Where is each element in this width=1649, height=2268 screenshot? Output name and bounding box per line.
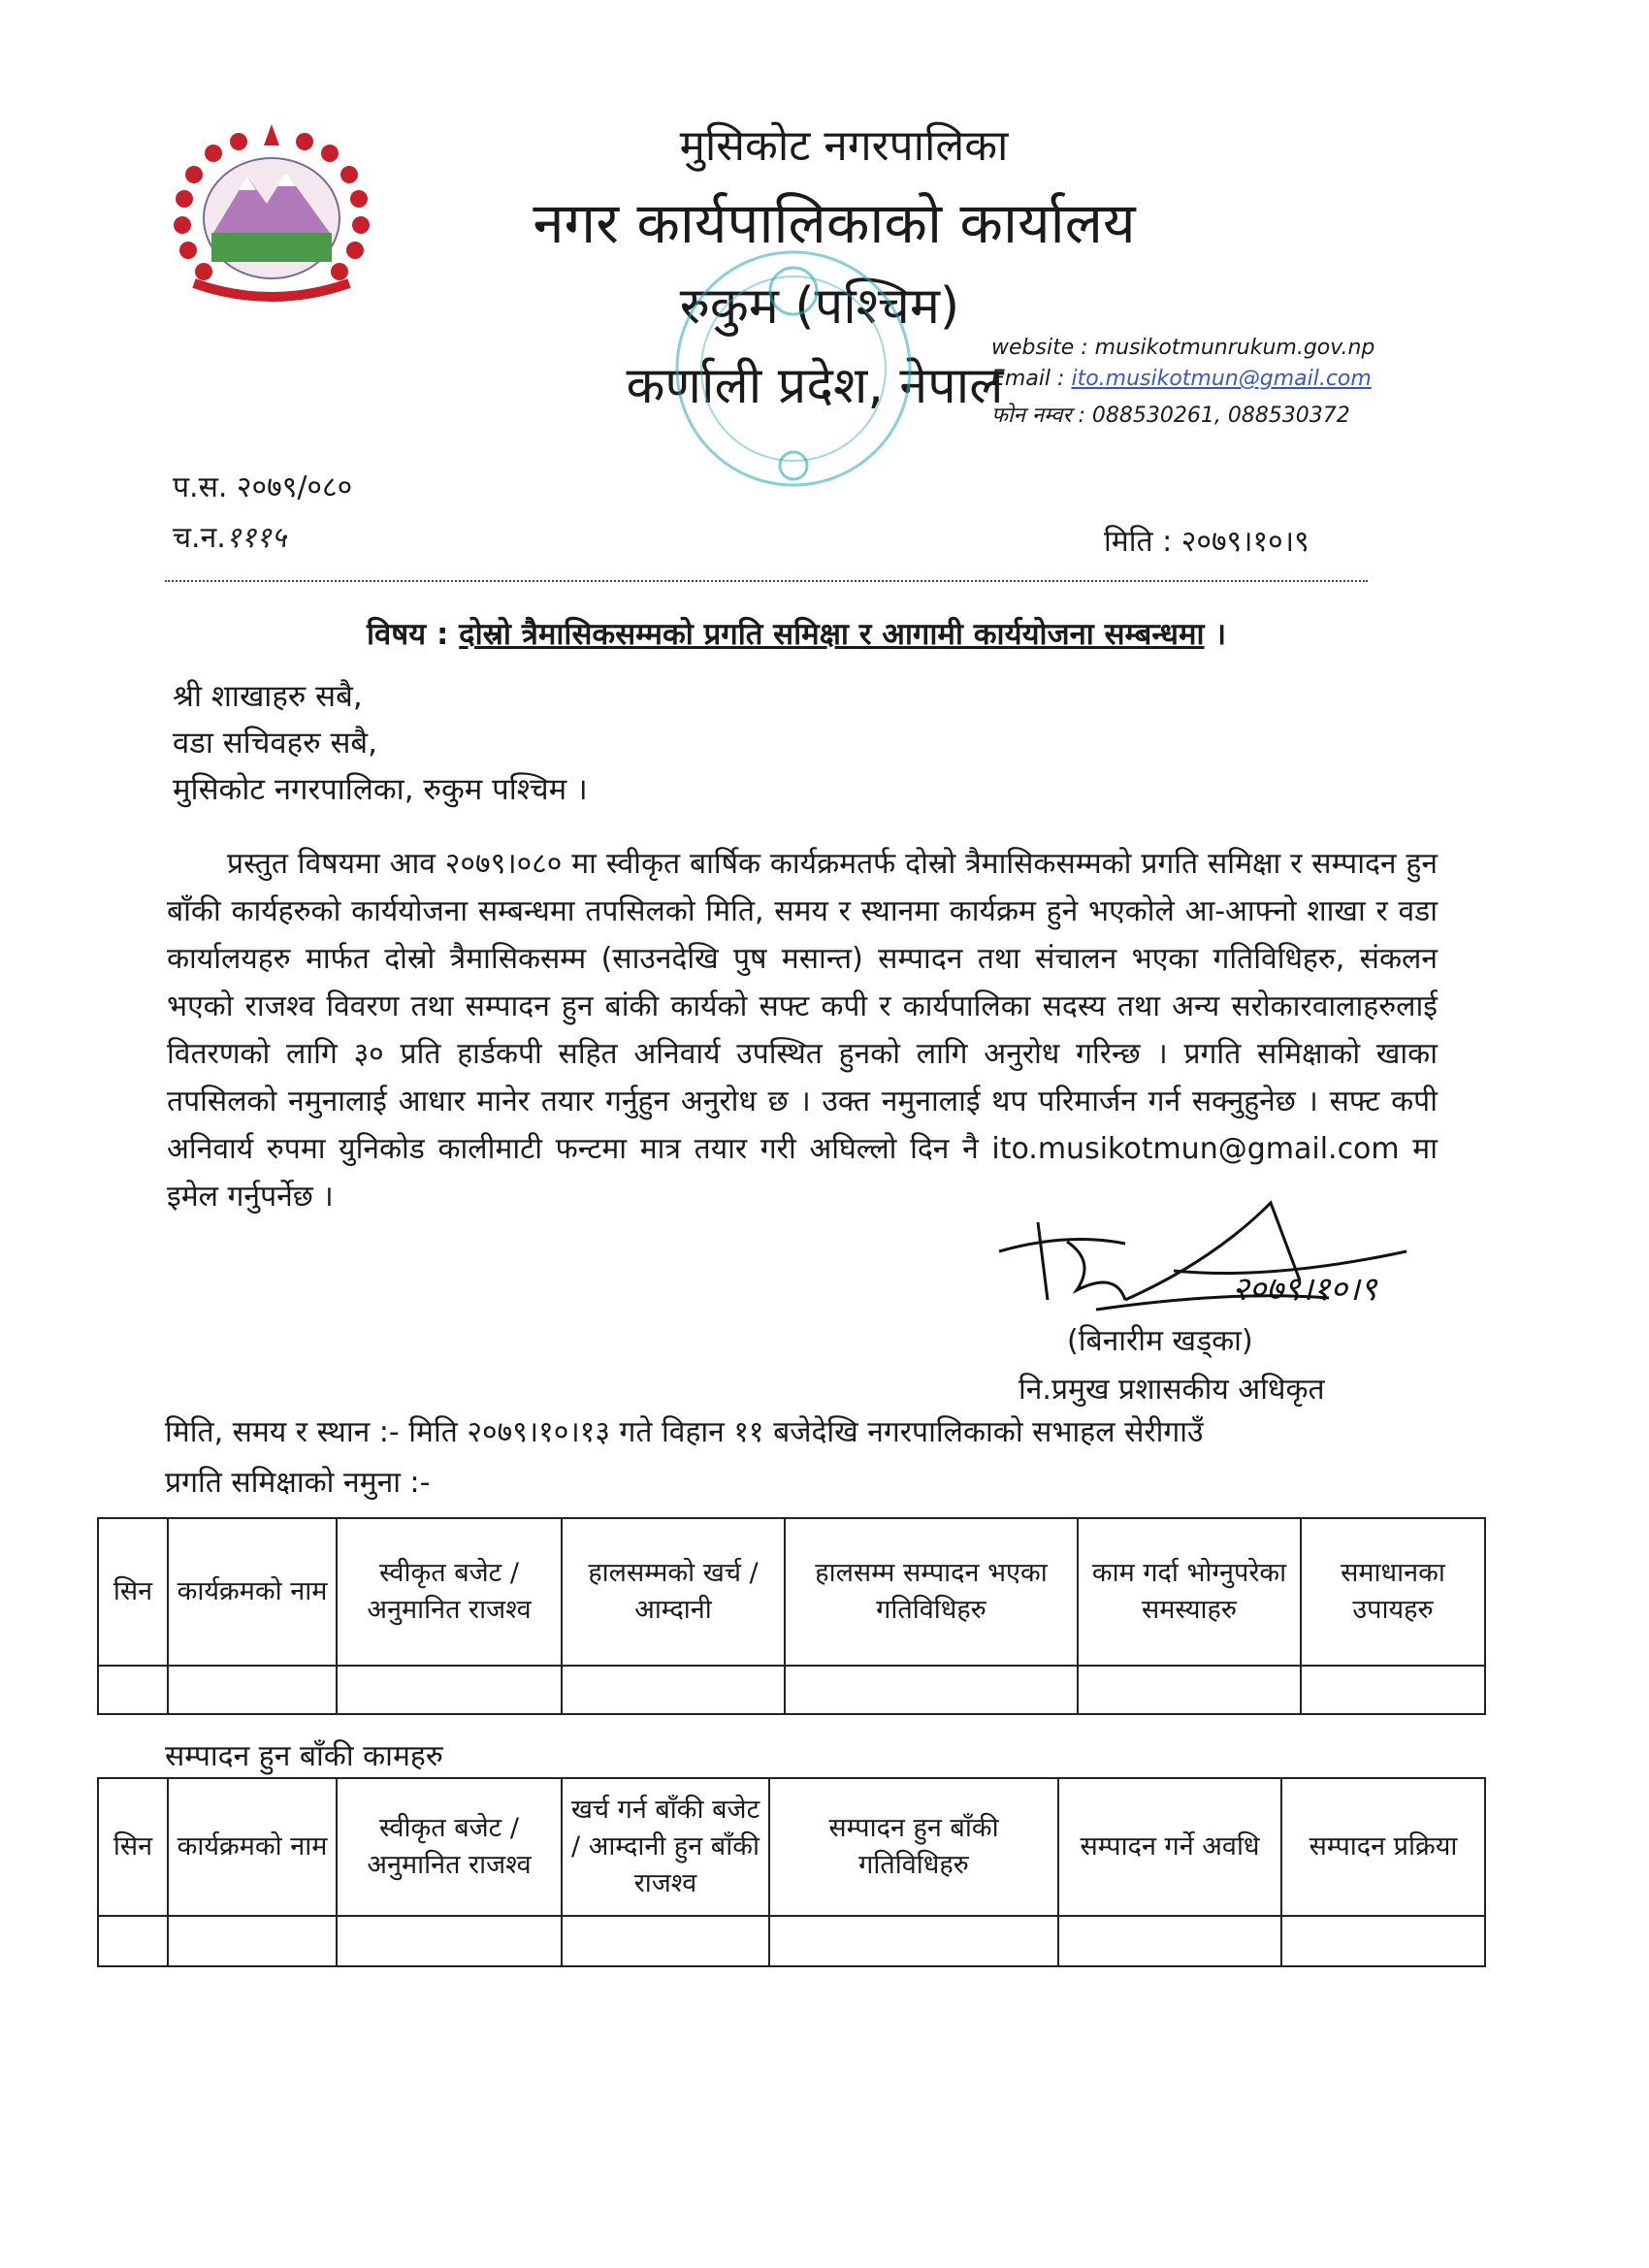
addressee: श्री शाखाहरु सबै, [173, 679, 363, 714]
province-name: कर्णाली प्रदेश, नेपाल [626, 357, 1004, 415]
progress-table-label: प्रगति समिक्षाको नमुना :- [165, 1466, 431, 1500]
header-cell: हालसम्मको खर्च / आम्दानी [562, 1518, 785, 1666]
letter-body: प्रस्तुत विषयमा आव २०७९।०८० मा स्वीकृत बार्षिक कार्यक्रमतर्फ दोस्रो त्रैमासिकसम्मको प्रगति समिक्षा र सम्पादन हुन बाँकी कार्यहरुको कार्ययोजना सम्बन्धमा तपसिलको मिति, समय र स्थानमा कार्यक्रम हुने भएकोले आ-आफ्नो शाखा र वडा कार्यालयहरु मार्फत दोस्रो त्रैमासिकसम्म (साउनदेखि पुष मसान्त) सम्पादन तथा संचालन भएका गतिविधिहरु, संकलन भएको राजश्व विवरण तथा सम्पादन हुन बांकी कार्यको सफ्ट कपी र कार्यपालिका सदस्य तथा अन्य सरोकारवालाहरुलाई वितरणको लागि ३० प्रति हार्डकपी सहित अनिवार्य उपस्थित हुनको लागि अनुरोध गरिन्छ । प्रगति समिक्षाको खाका तपसिलको नमुनालाई आधार मानेर तयार गर्नुहुन अनुरोध छ । उक्त नमुनालाई थप परिमार्जन गर्न सक्नुहुनेछ । सफ्ट कपी अनिवार्य रुपमा युनिकोड कालीमाटी फन्टमा मात्र तयार गरी अघिल्लो दिन नै ito.musikotmun@gmail.com मा इमेल गर्नुपर्नेछ । [167, 847, 1438, 1214]
phone-line [991, 400, 1350, 429]
header-cell: सिन [98, 1518, 168, 1666]
subject-end: । [1214, 617, 1227, 652]
divider [165, 580, 1368, 582]
office-name: नगर कार्यपालिकाको कार्यालय [533, 190, 1136, 256]
header-cell: कार्यक्रमको नाम [168, 1778, 337, 1916]
header-cell: समाधानका उपायहरु [1301, 1518, 1485, 1666]
phone-label: फोन नम्वर : [991, 404, 1085, 428]
header-cell: सिन [98, 1778, 168, 1916]
table-header-row [98, 1778, 1485, 1916]
website-url[interactable]: musikotmunrukum.gov.np [1094, 336, 1375, 360]
svg-text:२०७९।१०।९: २०७९।१०।९ [1232, 1270, 1377, 1309]
addressee: मुसिकोट नगरपालिका, रुकुम पश्चिम । [173, 772, 588, 807]
table-row [98, 1916, 1485, 1966]
subject-label: विषय : [367, 617, 449, 652]
empty-cell [1281, 1916, 1485, 1966]
nepal-emblem [155, 116, 388, 310]
email-line [991, 367, 1372, 391]
empty-cell [337, 1666, 562, 1714]
header-cell: काम गर्दा भोग्नुपरेका समस्याहरु [1078, 1518, 1301, 1666]
empty-cell [337, 1916, 562, 1966]
empty-cell [98, 1666, 168, 1714]
subject-line [367, 613, 1226, 654]
signature [980, 1193, 1436, 1329]
letter-date: मिति : २०७९।१०।९ [1104, 525, 1310, 559]
empty-cell [562, 1666, 785, 1714]
meeting-details: मिति, समय र स्थान :- मिति २०७९।१०।१३ गते विहान ११ बजेदेखि नगरपालिकाको सभाहल सेरीगाउँ [165, 1415, 1204, 1449]
pending-work-table [97, 1777, 1486, 1967]
pending-table-label: सम्पादन हुन बाँकी कामहरु [165, 1739, 443, 1773]
header-cell: हालसम्म सम्पादन भएका गतिविधिहरु [785, 1518, 1078, 1666]
phone-numbers: 088530261, 088530372 [1091, 404, 1350, 428]
empty-cell [168, 1666, 337, 1714]
empty-cell [1078, 1666, 1301, 1714]
empty-cell [785, 1666, 1078, 1714]
dispatch-number-line [173, 516, 286, 556]
empty-cell [168, 1916, 337, 1966]
header-cell: कार्यक्रमको नाम [168, 1518, 337, 1666]
dispatch-prefix: च.न. [173, 521, 226, 555]
dispatch-number: १११५ [225, 521, 287, 555]
signatory-title: नि.प्रमुख प्रशासकीय अधिकृत [1018, 1373, 1325, 1407]
municipality-name: मुसिकोट नगरपालिका [679, 121, 1009, 171]
header-cell: खर्च गर्न बाँकी बजेट / आम्दानी हुन बाँकी राजश्व [562, 1778, 769, 1916]
empty-cell [1301, 1666, 1485, 1714]
official-stamp [648, 223, 939, 524]
progress-review-table [97, 1517, 1486, 1715]
header-cell: स्वीकृत बजेट / अनुमानित राजश्व [337, 1518, 562, 1666]
addressee: वडा सचिवहरु सबै, [173, 726, 377, 761]
header-cell: सम्पादन प्रक्रिया [1281, 1778, 1485, 1916]
website-label: website : [991, 336, 1088, 360]
email-link[interactable]: ito.musikotmun@gmail.com [1071, 367, 1372, 391]
empty-cell [98, 1916, 168, 1966]
empty-cell [562, 1916, 769, 1966]
empty-cell [1058, 1916, 1281, 1966]
table-row [98, 1666, 1485, 1714]
website-line [991, 336, 1374, 360]
signatory-name: (बिनारीम खड्का) [1067, 1324, 1253, 1358]
subject-text: दोस्रो त्रैमासिकसम्मको प्रगति समिक्षा र आगामी कार्ययोजना सम्बन्धमा [459, 617, 1205, 652]
table-header-row [98, 1518, 1485, 1666]
empty-cell [769, 1916, 1058, 1966]
district-name: रुकुम (पश्चिम) [679, 277, 960, 336]
header-cell: सम्पादन हुन बाँकी गतिविधिहरु [769, 1778, 1058, 1916]
fiscal-year: प.स. २०७९/०८० [173, 470, 353, 504]
email-label: Email : [991, 367, 1065, 391]
header-cell: स्वीकृत बजेट / अनुमानित राजश्व [337, 1778, 562, 1916]
header-cell: सम्पादन गर्ने अवधि [1058, 1778, 1281, 1916]
